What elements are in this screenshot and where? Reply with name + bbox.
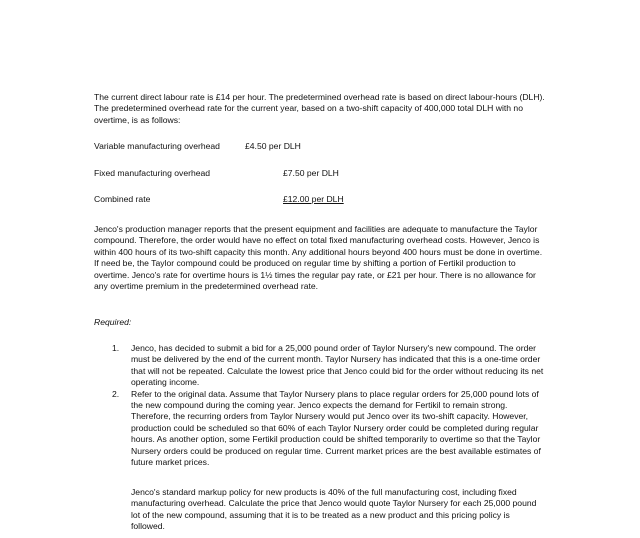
rate-label: Variable manufacturing overhead — [94, 141, 220, 151]
context-paragraph: Jenco's production manager reports that the present equipment and facilities are adequate to manufacture the Taylor compound. Therefore, the order would have no effect on total fixed manufacturing overhead costs. However, Jenco is within 400 hours of its two-shift capacity this month. Any additional hours beyond 400 hours must be done in overtime. If need be, the Taylor compound could be produced on regular time by shifting a portion of Fertikil production to overtime. Jenco's rate for overtime hours is 1½ times the regular pay rate, or £21 per hour. There is no allowance for any overtime premium in the predetermined overhead rate. — [94, 224, 543, 292]
question-text: Jenco, has decided to submit a bid for a 25,000 pound order of Taylor Nursery's new compound. The order must be delivered by the end of the current month. Taylor Nursery has indicated that this is a one-time order that will not be repeated. Calculate the lowest price that Jenco could bid for the order without reducing its net operating income. — [131, 343, 544, 388]
rate-value: £7.50 per DLH — [283, 168, 339, 178]
rate-label: Combined rate — [94, 194, 151, 204]
intro-paragraph: The current direct labour rate is £14 per hour. The predetermined overhead rate is based on direct labour-hours (DLH). The predetermined overhead rate for the current year, based on a two-shift capacity of 400,000 total DLH with no overtime, is as follows: — [94, 92, 545, 125]
required-heading: Required: — [94, 317, 132, 327]
questions-list — [112, 343, 546, 468]
rate-value: £4.50 per DLH — [245, 141, 301, 151]
question-item — [112, 343, 546, 389]
rate-value: £12.00 per DLH — [283, 194, 344, 204]
rate-label: Fixed manufacturing overhead — [94, 168, 211, 178]
question-number: 1. — [112, 343, 120, 353]
markup-policy-paragraph: Jenco's standard markup policy for new products is 40% of the full manufacturing cost, including fixed manufacturing overhead. Calculate the price that Jenco would quote Taylor Nursery for each 25,000 pound lot of the new compound, assuming that it is to be treated as a new product and this pricing policy is followed. — [131, 487, 537, 532]
question-text: Refer to the original data. Assume that Taylor Nursery plans to place regular orders for 25,000 pound lots of the new compound during the coming year. Jenco expects the demand for Fertikil to remain strong. Therefore, the recurring orders from Taylor Nursery would put Jenco over its two-shift capacity. However, production could be scheduled so that 60% of each Taylor Nursery order could be completed during regular hours. As another option, some Fertikil production could be shifted temporarily to overtime so that the Taylor Nursery orders could be produced on regular time. Current market prices are the best available estimates of future market prices. — [131, 388, 541, 468]
question-number: 2. — [112, 388, 120, 399]
question-item — [112, 389, 546, 469]
